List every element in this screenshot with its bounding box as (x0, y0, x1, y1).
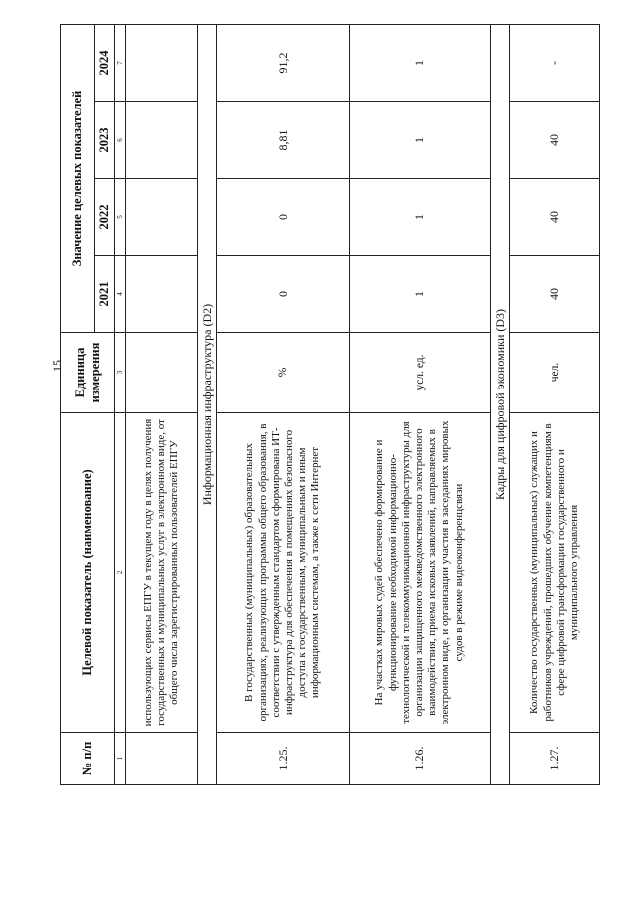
row-unit: чел. (510, 333, 600, 413)
table-row (217, 24, 349, 784)
row-num: 1.26. (349, 733, 490, 785)
row-value-2022: 0 (217, 179, 349, 256)
section-row (197, 24, 217, 784)
table-row (126, 24, 198, 784)
header-year-2024: 2024 (95, 24, 115, 101)
column-number: 6 (115, 102, 126, 179)
target-indicators-table (60, 24, 600, 785)
row-name: На участках мировых судей обеспечено формирование и функционирование необходимой информационно-технологической и телекоммуникационной инфраструктуры для организации защищенного межведомственного электронного взаимодействия, приема исковых заявлений, направляемых в электронном виде, и организации участия в заседаниях мировых судов в режиме видеоконференцсвязи (349, 413, 490, 733)
row-name: Количество государственных (муниципальных) служащих и работников учреждений, прошедших обучение компетенциям в сфере цифровой трансформации государственного и муниципального управления (510, 413, 600, 733)
rotated-table-sheet (60, 25, 600, 785)
row-num (126, 733, 198, 785)
row-num: 1.27. (510, 733, 600, 785)
row-value-2021: 40 (510, 256, 600, 333)
row-value-2023: 1 (349, 102, 490, 179)
column-number: 3 (115, 333, 126, 413)
header-target-values: Значение целевых показателей (61, 24, 95, 332)
header-name: Целевой показатель (наименование) (61, 413, 115, 733)
column-number: 5 (115, 179, 126, 256)
row-value-2022 (126, 179, 198, 256)
header-year-2021: 2021 (95, 256, 115, 333)
row-value-2024 (126, 24, 198, 101)
row-unit (126, 333, 198, 413)
row-unit: усл. ед. (349, 333, 490, 413)
row-value-2022: 1 (349, 179, 490, 256)
header-year-2022: 2022 (95, 179, 115, 256)
column-number: 2 (115, 413, 126, 733)
column-number: 7 (115, 24, 126, 101)
row-value-2024: 1 (349, 24, 490, 101)
row-value-2023: 8,81 (217, 102, 349, 179)
row-value-2022: 40 (510, 179, 600, 256)
row-num: 1.25. (217, 733, 349, 785)
row-value-2021 (126, 256, 198, 333)
row-unit: % (217, 333, 349, 413)
table-row (510, 24, 600, 784)
column-number: 4 (115, 256, 126, 333)
header-unit: Единица измерения (61, 333, 115, 413)
section-title-d3: Кадры для цифровой экономики (D3) (490, 24, 510, 784)
row-value-2021: 0 (217, 256, 349, 333)
row-value-2021: 1 (349, 256, 490, 333)
row-value-2024: - (510, 24, 600, 101)
row-value-2024: 91,2 (217, 24, 349, 101)
table-row (349, 24, 490, 784)
page-number: 15 (50, 360, 64, 372)
column-number: 1 (115, 733, 126, 785)
row-name: В государственных (муниципальных) образовательных организациях, реализующих программы общего образования, в соответствии с утвержденным стандартом сформирована ИТ-инфраструктура для обеспечения в помещениях безопасного доступа к государственным, муниципальным и иным информационным системам, а также к сети Интернет (217, 413, 349, 733)
row-value-2023: 40 (510, 102, 600, 179)
section-row (490, 24, 510, 784)
section-title-d2: Информационная инфраструктура (D2) (197, 24, 217, 784)
row-value-2023 (126, 102, 198, 179)
header-num: № п/п (61, 733, 115, 785)
row-name: использующих сервисы ЕПГУ в текущем году в целях получения государственных и муниципальных услуг в электронном виде, от общего числа зарегистрированных пользователей ЕПГУ (126, 413, 198, 733)
header-year-2023: 2023 (95, 102, 115, 179)
